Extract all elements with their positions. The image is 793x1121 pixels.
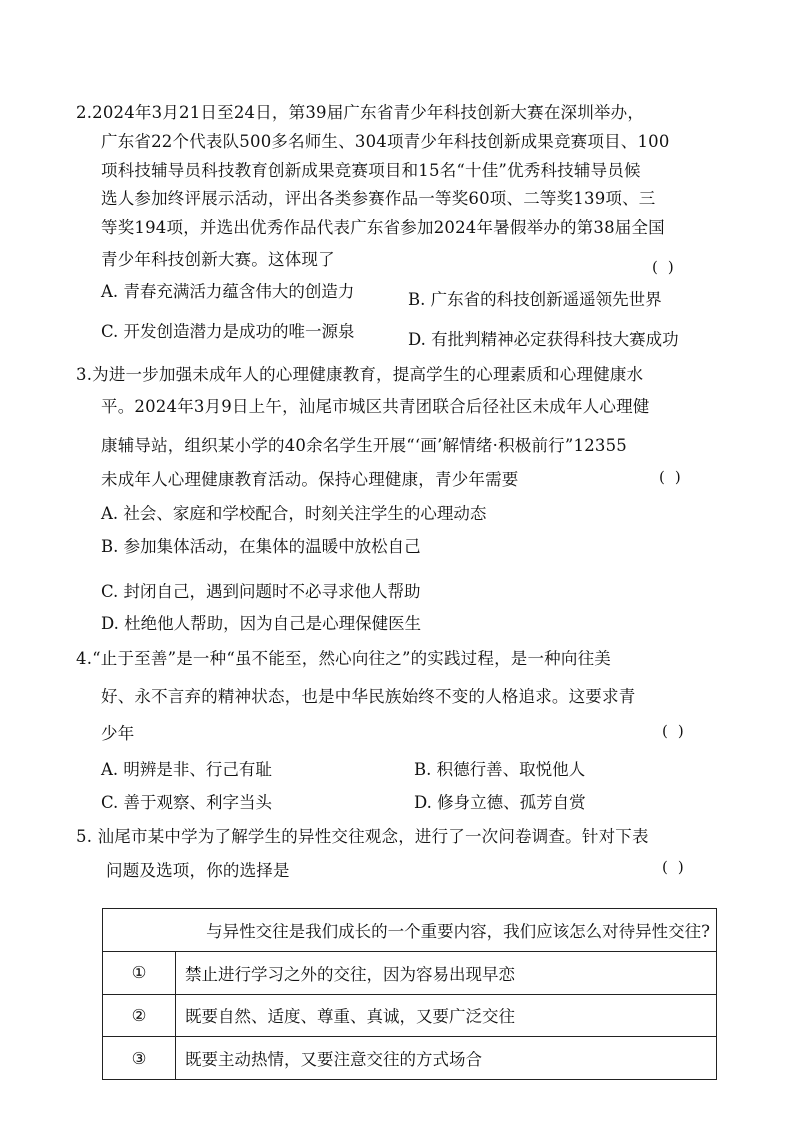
survey-header-row bbox=[103, 909, 717, 952]
q3-line-1: 3.为进一步加强未成年人的心理健康教育，提高学生的心理素质和心理健康水 bbox=[76, 365, 644, 384]
q2-line-4: 选人参加终评展示活动，评出各类参赛作品一等奖60项、二等奖139项、三 bbox=[101, 189, 656, 208]
q5-answer-paren: () bbox=[662, 858, 694, 876]
q2-line-2: 广东省22个代表队500多名师生、304项青少年科技创新成果竞赛项目、100 bbox=[101, 132, 670, 151]
q2-line-6: 青少年科技创新大赛。这体现了 bbox=[101, 250, 335, 269]
q4-option-a: A. 明辨是非、行己有耻 bbox=[101, 760, 272, 779]
option-number: ③ bbox=[103, 1037, 176, 1080]
survey-table bbox=[102, 908, 717, 1080]
q2-option-c: C. 开发创造潜力是成功的唯一源泉 bbox=[101, 322, 355, 341]
q3-line-2: 平。2024年3月9日上午，汕尾市城区共青团联合后径社区未成年人心理健 bbox=[101, 397, 650, 416]
option-number: ② bbox=[103, 994, 176, 1037]
q2-answer-paren: () bbox=[652, 258, 684, 276]
q2-line-3: 项科技辅导员科技教育创新成果竞赛项目和15名“十佳”优秀科技辅导员候 bbox=[101, 161, 641, 180]
survey-question: 与异性交往是我们成长的一个重要内容，我们应该怎么对待异性交往? bbox=[103, 909, 717, 952]
q2-line-1: 2.2024年3月21日至24日，第39届广东省青少年科技创新大赛在深圳举办， bbox=[76, 103, 645, 122]
q2-option-a: A. 青春充满活力蕴含伟大的创造力 bbox=[101, 282, 355, 301]
option-text: 既要主动热情，又要注意交往的方式场合 bbox=[176, 1037, 717, 1080]
q2-option-b: B. 广东省的科技创新遥遥领先世界 bbox=[408, 290, 662, 309]
q2-option-d: D. 有批判精神必定获得科技大赛成功 bbox=[408, 330, 679, 349]
table-row bbox=[103, 1037, 717, 1080]
q3-answer-paren: () bbox=[659, 468, 691, 486]
q4-line-2: 好、永不言弃的精神状态，也是中华民族始终不变的人格追求。这要求青 bbox=[101, 687, 636, 706]
q3-option-c: C. 封闭自己，遇到问题时不必寻求他人帮助 bbox=[101, 582, 421, 601]
option-text: 既要自然、适度、尊重、真诚，又要广泛交往 bbox=[176, 994, 717, 1037]
q4-line-3: 少年 bbox=[101, 724, 135, 743]
q4-option-b: B. 积德行善、取悦他人 bbox=[414, 760, 586, 779]
q4-answer-paren: () bbox=[662, 722, 694, 740]
q3-line-4: 未成年人心理健康教育活动。保持心理健康，青少年需要 bbox=[101, 470, 519, 489]
option-text: 禁止进行学习之外的交往，因为容易出现早恋 bbox=[176, 951, 717, 994]
q3-option-a: A. 社会、家庭和学校配合，时刻关注学生的心理动态 bbox=[101, 504, 487, 523]
q4-option-d: D. 修身立德、孤芳自赏 bbox=[414, 793, 586, 812]
option-number: ① bbox=[103, 951, 176, 994]
q2-line-5: 等奖194项，并选出优秀作品代表广东省参加2024年暑假举办的第38届全国 bbox=[101, 218, 665, 237]
q4-line-1: 4.“止于至善”是一种“虽不能至，然心向往之”的实践过程，是一种向往美 bbox=[76, 649, 611, 668]
q4-option-c: C. 善于观察、利字当头 bbox=[101, 793, 273, 812]
table-row bbox=[103, 994, 717, 1037]
q3-line-3: 康辅导站，组织某小学的40余名学生开展“‘画’解情绪·积极前行”12355 bbox=[101, 436, 627, 455]
q5-line-1: 5. 汕尾市某中学为了解学生的异性交往观念，进行了一次问卷调查。针对下表 bbox=[76, 827, 649, 846]
q3-option-b: B. 参加集体活动，在集体的温暖中放松自己 bbox=[101, 537, 421, 556]
q3-option-d: D. 杜绝他人帮助，因为自己是心理保健医生 bbox=[101, 614, 422, 633]
q5-line-2: 问题及选项，你的选择是 bbox=[106, 861, 290, 880]
table-row bbox=[103, 951, 717, 994]
